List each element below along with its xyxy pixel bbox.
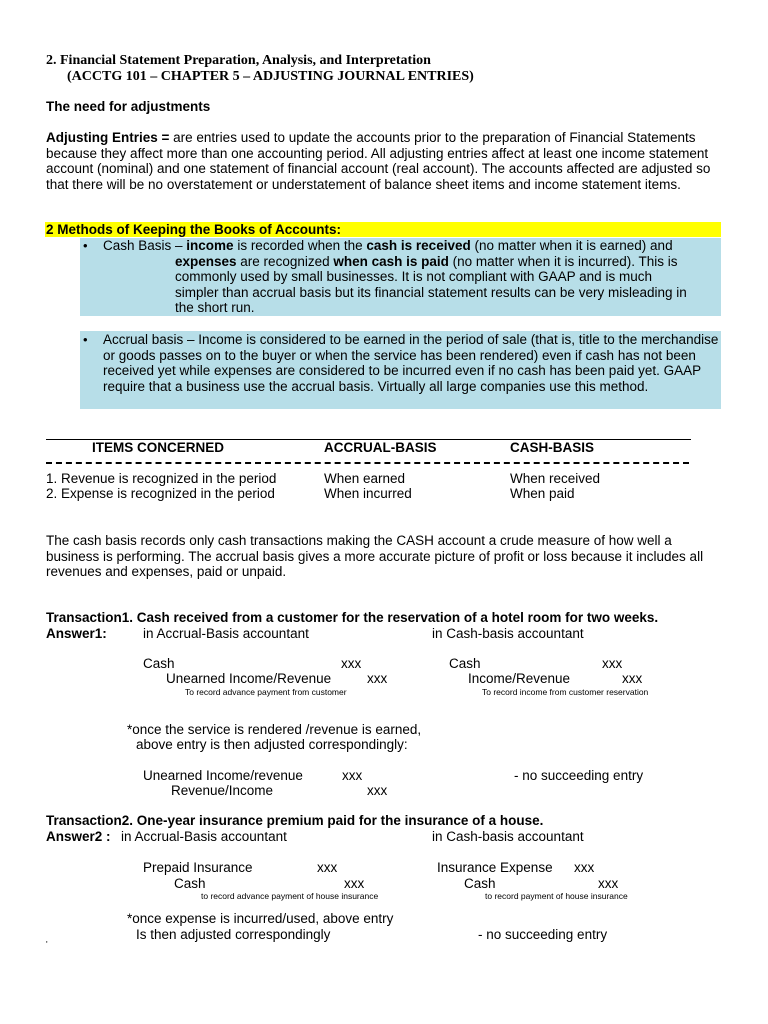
t1-accrual-debit: Cash	[143, 656, 175, 671]
cash-basis-text: Cash Basis –	[103, 238, 187, 253]
transaction2-accrual-label: in Accrual-Basis accountant	[121, 829, 287, 844]
cash-basis-line3: commonly used by small businesses. It is not compliant with GAAP and is much	[175, 269, 652, 284]
t1-adjust-debit-amount: xxx	[342, 768, 363, 783]
t2-no-succeeding-entry: - no succeeding entry	[478, 927, 608, 942]
t1-cash-note: To record income from customer reservation	[482, 687, 649, 697]
adjusting-entries-paragraph	[46, 130, 726, 192]
cash-basis-line2	[175, 254, 677, 270]
t2-accrual-debit-amount: xxx	[317, 860, 338, 875]
t1-accrual-credit-amount: xxx	[367, 671, 388, 686]
t2-cash-note: to record payment of house insurance	[485, 891, 628, 901]
footer-mark: '	[46, 939, 48, 949]
cash-basis-text: (no matter when it is incurred). This is	[448, 254, 678, 269]
cash-basis-text: is recorded when the	[233, 238, 367, 253]
table-row-2-accrual: When incurred	[324, 486, 412, 501]
transaction1-answer-label: Answer1:	[46, 626, 107, 641]
cash-basis-bold-expenses: expenses	[175, 254, 237, 269]
t2-cash-debit: Insurance Expense	[437, 860, 553, 875]
bullet-cash-basis: •	[83, 238, 88, 253]
transaction1-cash-label: in Cash-basis accountant	[432, 626, 584, 641]
t1-no-succeeding-entry: - no succeeding entry	[514, 768, 644, 783]
t2-cash-debit-amount: xxx	[574, 860, 595, 875]
transaction2-cash-label: in Cash-basis accountant	[432, 829, 584, 844]
table-row-1-item: 1. Revenue is recognized in the period	[46, 471, 277, 486]
t2-cash-credit-amount: xxx	[598, 876, 619, 891]
t1-once-line1: *once the service is rendered /revenue is earned,	[127, 722, 422, 737]
table-header-cash: CASH-BASIS	[510, 440, 595, 455]
t2-accrual-debit: Prepaid Insurance	[143, 860, 253, 875]
t1-adjust-credit: Revenue/Income	[171, 783, 274, 798]
t2-cash-credit: Cash	[464, 876, 496, 891]
table-header-accrual: ACCRUAL-BASIS	[324, 440, 437, 455]
t2-once-line2: Is then adjusted correspondingly	[136, 927, 331, 942]
cash-basis-bold-cash-paid: when cash is paid	[333, 254, 449, 269]
transaction2-answer-label: Answer2 :	[46, 829, 111, 844]
transaction1-accrual-label: in Accrual-Basis accountant	[143, 626, 309, 641]
t1-accrual-credit: Unearned Income/Revenue	[166, 671, 332, 686]
t2-accrual-credit-amount: xxx	[344, 876, 365, 891]
methods-heading: 2 Methods of Keeping the Books of Accounts:	[46, 222, 342, 237]
cash-basis-line1	[103, 238, 673, 254]
t2-once-line1: *once expense is incurred/used, above entry	[127, 911, 394, 926]
bullet-accrual-basis: •	[83, 332, 88, 347]
accrual-basis-text: Accrual basis – Income is considered to be earned in the period of sale (that is, title to the merchandise or goods passes on to the buyer or when the service has been rendered) even if cash has not been received yet while expenses are considered to be incurred even if no cash has been paid yet. GAAP require that a business use the accrual basis. Virtually all large companies use this method.	[103, 332, 719, 394]
table-row-2-cash: When paid	[510, 486, 575, 501]
t1-accrual-debit-amount: xxx	[341, 656, 362, 671]
table-row-1-cash: When received	[510, 471, 601, 486]
adjusting-entries-term: Adjusting Entries =	[46, 130, 170, 145]
t2-accrual-credit: Cash	[174, 876, 206, 891]
t1-adjust-credit-amount: xxx	[367, 783, 388, 798]
transaction1-heading: Transaction1. Cash received from a customer for the reservation of a hotel room for two weeks.	[46, 610, 659, 625]
adjusting-entries-definition: are entries used to update the accounts prior to the preparation of Financial Statements because they affect more than one accounting period. All adjusting entries affect at least one income statement account (nominal) and one statement of financial account (real account). The accounts affected are adjusted so that there will be no overstatement or understatement of balance sheet items and income statement items.	[46, 130, 711, 192]
t1-cash-debit: Cash	[449, 656, 481, 671]
cash-basis-bold-income: income	[186, 238, 234, 253]
t1-adjust-debit: Unearned Income/revenue	[143, 768, 303, 783]
cash-basis-line4: simpler than accrual basis but its financial statement results can be very misleading in	[175, 285, 687, 300]
document-title: 2. Financial Statement Preparation, Analysis, and Interpretation	[46, 53, 431, 68]
t1-cash-credit: Income/Revenue	[468, 671, 571, 686]
table-header-items: ITEMS CONCERNED	[92, 440, 225, 455]
cash-basis-text: (no matter when it is earned) and	[470, 238, 673, 253]
table-row-1-accrual: When earned	[324, 471, 406, 486]
table-dashed-rule	[46, 462, 689, 464]
cash-basis-text: are recognized	[236, 254, 334, 269]
table-row-2-item: 2. Expense is recognized in the period	[46, 486, 275, 501]
transaction2-heading: Transaction2. One-year insurance premium paid for the insurance of a house.	[46, 813, 544, 828]
cash-basis-bold-cash-received: cash is received	[366, 238, 471, 253]
t1-cash-debit-amount: xxx	[602, 656, 623, 671]
cash-basis-line5: the short run.	[175, 300, 255, 315]
section-heading-need-for-adjustments: The need for adjustments	[46, 99, 211, 114]
t1-once-line2: above entry is then adjusted correspondingly:	[136, 737, 408, 752]
t2-accrual-note: to record advance payment of house insurance	[201, 891, 379, 901]
t1-cash-credit-amount: xxx	[622, 671, 643, 686]
t1-accrual-note: To record advance payment from customer	[185, 687, 347, 697]
document-subtitle: (ACCTG 101 – CHAPTER 5 – ADJUSTING JOURNAL ENTRIES)	[67, 69, 474, 84]
cash-vs-accrual-paragraph: The cash basis records only cash transactions making the CASH account a crude measure of how well a business is performing. The accrual basis gives a more accurate picture of profit or loss because it includes all revenues and expenses, paid or unpaid.	[46, 533, 704, 580]
